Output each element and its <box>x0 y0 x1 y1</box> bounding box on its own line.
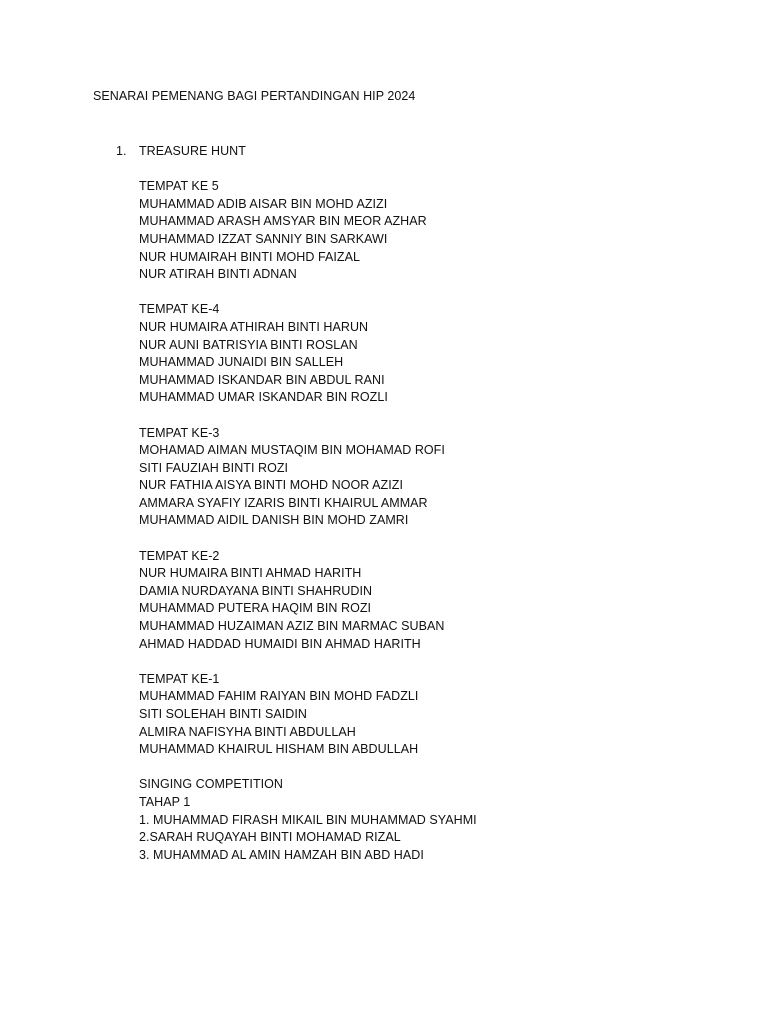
winner-name: MUHAMMAD KHAIRUL HISHAM BIN ABDULLAH <box>139 742 419 757</box>
winner-name: NUR FATHIA AISYA BINTI MOHD NOOR AZIZI <box>139 478 403 493</box>
spacer <box>139 407 739 425</box>
winner-name: MUHAMMAD ISKANDAR BIN ABDUL RANI <box>139 372 385 387</box>
winner-name: MUHAMMAD HUZAIMAN AZIZ BIN MARMAC SUBAN <box>139 619 445 634</box>
singing-winner: 3. MUHAMMAD AL AMIN HAMZAH BIN ABD HADI <box>139 847 424 862</box>
stage-label: TAHAP 1 <box>139 794 191 809</box>
singing-winner: 1. MUHAMMAD FIRASH MIKAIL BIN MUHAMMAD SYAHMI <box>139 812 477 827</box>
spacer <box>139 759 739 777</box>
winner-name: MUHAMMAD FAHIM RAIYAN BIN MOHD FADZLI <box>139 689 419 704</box>
winner-name: MUHAMMAD IZZAT SANNIY BIN SARKAWI <box>139 231 388 246</box>
list-number: 1. <box>116 144 127 158</box>
place-label-1: TEMPAT KE-1 <box>139 671 220 686</box>
spacer <box>139 530 739 548</box>
section-title-treasure-hunt: TREASURE HUNT <box>139 144 246 158</box>
spacer <box>139 653 739 671</box>
winner-name: ALMIRA NAFISYHA BINTI ABDULLAH <box>139 724 356 739</box>
place-label-3: TEMPAT KE-3 <box>139 425 220 440</box>
winner-name: DAMIA NURDAYANA BINTI SHAHRUDIN <box>139 583 373 598</box>
singing-winner: 2.SARAH RUQAYAH BINTI MOHAMAD RIZAL <box>139 830 401 845</box>
winner-name: MUHAMMAD AIDIL DANISH BIN MOHD ZAMRI <box>139 513 409 528</box>
spacer <box>139 284 739 302</box>
winner-name: AMMARA SYAFIY IZARIS BINTI KHAIRUL AMMAR <box>139 495 428 510</box>
document-title: SENARAI PEMENANG BAGI PERTANDINGAN HIP 2024 <box>93 89 416 103</box>
winner-name: MUHAMMAD ADIB AISAR BIN MOHD AZIZI <box>139 196 388 211</box>
winner-name: NUR ATIRAH BINTI ADNAN <box>139 267 297 282</box>
spacer <box>139 161 739 179</box>
winner-name: MUHAMMAD UMAR ISKANDAR BIN ROZLI <box>139 390 388 405</box>
winner-name: AHMAD HADDAD HUMAIDI BIN AHMAD HARITH <box>139 636 421 651</box>
section-title-singing: SINGING COMPETITION <box>139 777 284 792</box>
winner-name: MUHAMMAD PUTERA HAQIM BIN ROZI <box>139 601 372 616</box>
winner-name: NUR HUMAIRA BINTI AHMAD HARITH <box>139 566 362 581</box>
winner-name: MUHAMMAD JUNAIDI BIN SALLEH <box>139 355 344 370</box>
winner-name: MUHAMMAD ARASH AMSYAR BIN MEOR AZHAR <box>139 214 427 229</box>
winner-name: MOHAMAD AIMAN MUSTAQIM BIN MOHAMAD ROFI <box>139 443 445 458</box>
winner-name: NUR HUMAIRA ATHIRAH BINTI HARUN <box>139 319 369 334</box>
place-label-5: TEMPAT KE 5 <box>139 179 219 194</box>
winner-name: SITI SOLEHAH BINTI SAIDIN <box>139 707 307 721</box>
winner-name: NUR HUMAIRAH BINTI MOHD FAIZAL <box>139 249 360 264</box>
winners-list <box>139 143 739 864</box>
winner-name: SITI FAUZIAH BINTI ROZI <box>139 460 289 475</box>
place-label-4: TEMPAT KE-4 <box>139 302 220 317</box>
place-label-2: TEMPAT KE-2 <box>139 548 220 563</box>
winner-name: NUR AUNI BATRISYIA BINTI ROSLAN <box>139 337 358 352</box>
